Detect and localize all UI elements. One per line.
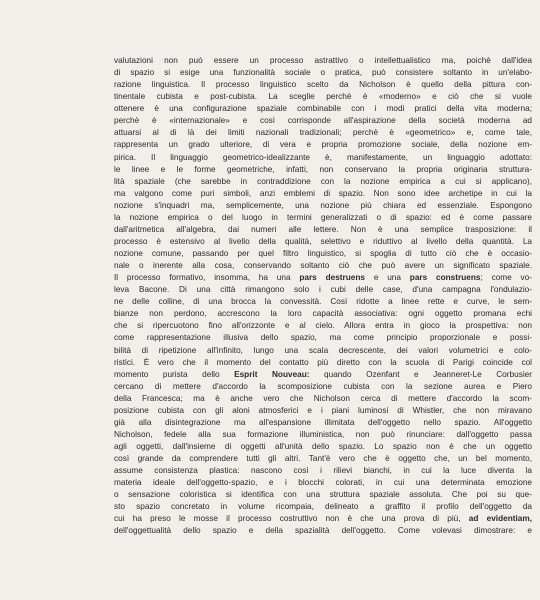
text-run: cercano di mettere d'accordo la scomposizione cubista con la sezione aurea e Piero [114, 381, 532, 391]
text-run: ne delle colline, di una brocca la convessità. Così ridotte a linee rette e curve, le sem- [114, 297, 532, 307]
bold-phrase: ad evidentiam, [468, 514, 532, 524]
text-line [114, 525, 532, 537]
text-line [114, 284, 532, 296]
text-run: pirica. Il linguaggio geometrico-idealizzante è, manifestamente, un linguaggio adottato: [114, 152, 532, 162]
text-run: o sensazione coloristica si identifica con una struttura spaziale assoluta. Che poi su que- [114, 490, 532, 500]
text-run: così grande da comprendere tutti gli altri. Tant'è vero che è oggetto che, un bel momento, [114, 454, 532, 464]
text-line [114, 248, 532, 260]
text-line [114, 103, 532, 115]
text-line [114, 115, 532, 127]
text-run: posizione cubista con gli aloni atmosferici e i piani luminosi di Whistler, che non miravano [114, 405, 532, 415]
text-run: di spazio si esige una funzionalità sociale o pratica, può consistere soltanto in un'elabo- [114, 68, 532, 78]
text-run: ottenere è una configurazione spaziale combinabile con i modi pratici della vita moderna; [114, 104, 532, 114]
text-run: bianze non perdono, accrescono la loro capacità associativa: ogni oggetto promana echi [114, 309, 532, 319]
bold-phrase: pars construens [409, 273, 481, 283]
text-line [114, 67, 532, 79]
text-line [114, 429, 532, 441]
text-run: che si ripercuotono fino all'orizzonte e al cielo. Allora entra in gioco la prospettiva: non [114, 321, 532, 331]
text-run: materia ideale dell'oggetto-spazio, e i blocchi colorati, in cui una determinata emozione [114, 478, 532, 488]
text-run: della Francesca; ma è anche vero che Nicholson cerca di mettere d'accordo la scom- [114, 393, 532, 403]
text-line [114, 188, 532, 200]
text-line [114, 91, 532, 103]
text-run: Il processo formativo, insomma, ha una [114, 273, 300, 283]
text-run: e una [365, 273, 410, 283]
text-line [114, 79, 532, 91]
text-run: come rappresentazione illusiva dello spazio, ma come principio proporzionale e possi- [114, 333, 532, 343]
text-line [114, 513, 532, 525]
text-run: ristici. È vero che il momento del contatto più diretto con la scuola di Parigi coincide col [114, 357, 532, 367]
text-line [114, 441, 532, 453]
text-line [114, 212, 532, 224]
text-run: bilità di ripetizione all'infinito, lungo una scala decrescente, dei valori volumetrici e colo- [114, 345, 532, 355]
text-line [114, 200, 532, 212]
text-line [114, 393, 532, 405]
text-line [114, 332, 532, 344]
text-line [114, 224, 532, 236]
text-run: nozione comune, passando per quel filtro linguistico, si spoglia di tutto ciò che è occasio- [114, 249, 532, 258]
text-line [114, 139, 532, 151]
text-run: dell'oggettualità dello spazio e della spazialità dell'oggetto. Come volevasi dimostrare: e [114, 526, 532, 536]
text-run: cui ha preso le mosse il processo costruttivo non è che una prova di più, [114, 514, 469, 524]
text-line [114, 453, 532, 465]
text-line [114, 417, 532, 429]
text-run: processo è estensivo al livello della qualità, selettivo e riduttivo al livello della quantità. La [114, 236, 532, 246]
text-run: già alla disintegrazione ma all'espansione illimitata dell'oggetto nello spazio. All'oggetto [114, 417, 532, 427]
text-run: nale o inerente alla cosa, conservando soltanto ciò che può avere un significato spaziale. [114, 261, 532, 271]
text-run: assume consistenza plastica: nascono così i rilievi bianchi, in cui la luce diventa la [114, 466, 532, 476]
body-text [114, 55, 532, 538]
text-run: ma valgono come puri simboli, anzi emblemi di spazio. Non sono idee archetipe in cui la [114, 188, 532, 198]
text-run: Nicholson, fedele alla sua formazione illuministica, non può rinunciare: dall'oggetto passa [114, 429, 532, 439]
text-line [114, 369, 532, 381]
text-line [114, 489, 532, 501]
text-line [114, 176, 532, 188]
text-run: razione linguistica. Il processo linguistico scelto da Nicholson è quello della pittura con- [114, 80, 532, 90]
text-line [114, 320, 532, 332]
text-run: sto spazio concretato in volume ricompaia, delineato a graffito il profilo dell'oggetto da [114, 502, 532, 512]
text-line [114, 164, 532, 176]
text-line [114, 308, 532, 320]
text-run: quando Ozenfant e Jeanneret-Le Corbusier [309, 369, 532, 379]
text-run: dall'aritmetica all'algebra, dai numeri alle lettere. Non è una semplice trasposizione: il [114, 224, 532, 234]
text-run: valutazioni non può essere un processo astrattivo o intellettualistico ma, poichè dall'idea [114, 56, 532, 65]
text-line [114, 152, 532, 164]
text-line [114, 236, 532, 248]
text-line [114, 405, 532, 417]
text-run: lità spaziale (che sarebbe in contraddizione con la nozione empirica a cui si applicano), [114, 176, 532, 186]
text-line [114, 477, 532, 489]
text-line [114, 381, 532, 393]
text-line [114, 357, 532, 369]
text-run: nozione s'inquadri ma, semplicemente, una nozione più chiara ed essenziale. Espongono [114, 200, 532, 210]
text-line [114, 55, 532, 67]
text-line [114, 127, 532, 139]
text-line [114, 296, 532, 308]
text-line [114, 465, 532, 477]
text-run: perchè è «internazionale» e così corrisponde all'aspirazione della società moderna ad [114, 116, 532, 126]
text-run: le linee e le forme geometriche, infatti, non conservano la propria originaria struttura- [114, 164, 532, 174]
text-run: la nozione empirica o del luogo in termini generalizzati o di spazio: ed è come passare [114, 212, 532, 222]
text-line [114, 501, 532, 513]
bold-phrase: Esprit Nouveau: [234, 369, 310, 379]
text-run: rappresenta un grado ulteriore, di vera e propria promozione sociale, della nozione em- [114, 140, 532, 150]
bold-phrase: pars destruens [299, 273, 366, 283]
text-run: agli oggetti, dall'insieme di oggetti all'unità dello spazio. Lo spazio non è che un oggetto [114, 442, 532, 451]
text-line [114, 260, 532, 272]
text-run: ; come vo- [480, 273, 533, 283]
text-run: momento purista dello [114, 369, 235, 379]
text-run: attuarsi al di là dei limiti nazionali tradizionali; perchè è «geometrico» e, come tale, [114, 128, 532, 138]
text-line [114, 345, 532, 357]
text-line [114, 272, 532, 284]
text-run: tinentale cubista e post-cubista. La sceglie perchè è «moderno» e ciò che si vuole [114, 92, 532, 102]
text-run: leva Bacone. Di una città rimangono solo i cubi delle case, d'una campagna l'ondulazio- [114, 285, 532, 295]
